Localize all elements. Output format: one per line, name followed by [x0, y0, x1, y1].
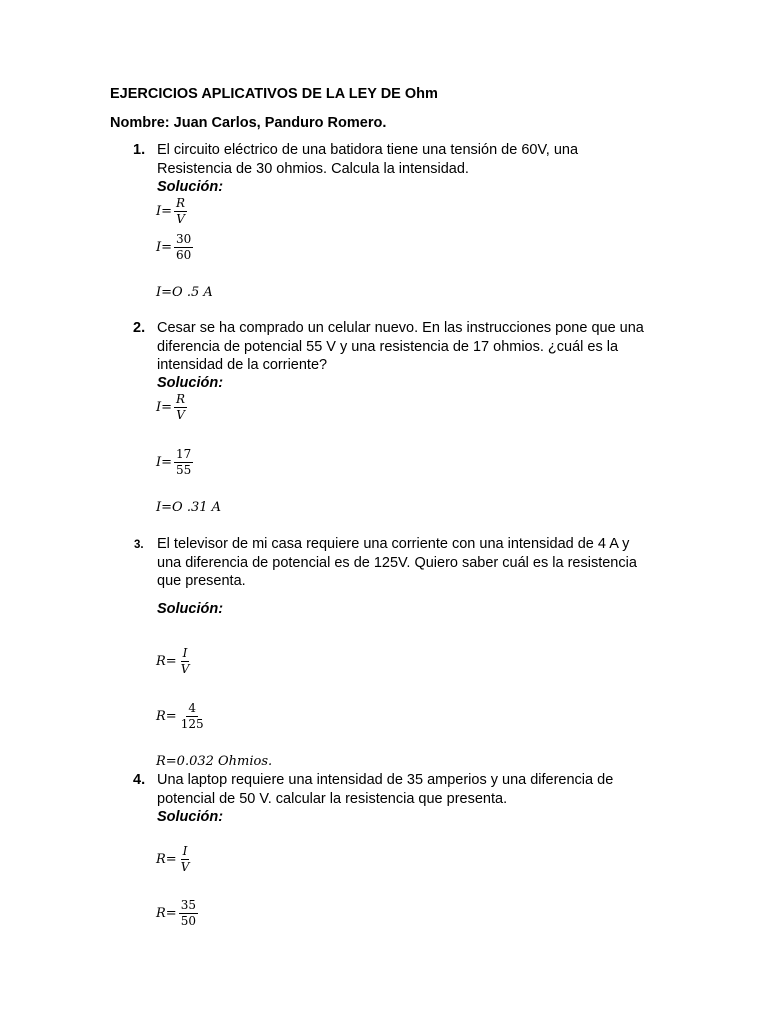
- formula-lhs: I: [156, 204, 162, 219]
- substitution-lhs: I: [156, 240, 162, 255]
- fraction: [174, 392, 187, 423]
- fraction: [174, 447, 193, 478]
- document-title: EJERCICIOS APLICATIVOS DE LA LEY DE Ohm: [110, 86, 438, 102]
- fraction-numerator: 35: [180, 898, 196, 912]
- exercise-number: 2.: [133, 320, 146, 336]
- exercise-number: 3.: [134, 539, 144, 551]
- fraction-numerator: 17: [176, 447, 192, 461]
- solution-label: Solución:: [157, 375, 224, 391]
- substitution: [156, 232, 193, 263]
- formula: [156, 646, 191, 677]
- equals-sign: =: [165, 852, 177, 867]
- fraction: [179, 898, 198, 929]
- result: [156, 754, 272, 769]
- equals-sign: =: [161, 204, 173, 219]
- fraction-numerator: 30: [176, 232, 192, 246]
- substitution: [156, 701, 206, 732]
- equals-sign: =: [165, 709, 177, 724]
- fraction-denominator: 55: [176, 463, 192, 477]
- formula-lhs: I: [156, 400, 162, 415]
- fraction-denominator: 50: [180, 914, 196, 928]
- result: [156, 285, 213, 300]
- exercise-statement: El televisor de mi casa requiere una corriente con una intensidad de 4 A y una diferencia de potencial es de 125V. Quiero saber cuál es la resistencia que presenta.: [157, 536, 637, 589]
- fraction-denominator: V: [180, 662, 190, 676]
- formula: [156, 196, 187, 227]
- equals-sign: =: [161, 240, 173, 255]
- exercise-statement: Una laptop requiere una intensidad de 35 amperios y una diferencia de potencial de 50 V. calcular la resistencia que presenta.: [157, 772, 614, 807]
- fraction: [174, 196, 187, 227]
- equals-sign: =: [165, 654, 177, 669]
- fraction-denominator: 60: [176, 248, 192, 262]
- result: [156, 500, 221, 515]
- substitution: [156, 447, 193, 478]
- equals-sign: =: [161, 455, 173, 470]
- substitution: [156, 898, 198, 929]
- result-text: I=O .31 A: [156, 500, 222, 515]
- fraction-denominator: V: [176, 212, 185, 226]
- fraction-denominator: V: [176, 408, 185, 422]
- exercise-number: 4.: [133, 772, 146, 788]
- equals-sign: =: [161, 400, 173, 415]
- fraction: [179, 646, 192, 677]
- exercise-number: 1.: [133, 142, 146, 158]
- substitution-lhs: R: [156, 906, 166, 921]
- fraction-numerator: R: [176, 392, 186, 406]
- solution-label: Solución:: [157, 601, 224, 617]
- fraction: [179, 844, 192, 875]
- formula-lhs: R: [156, 654, 166, 669]
- result-text: I=O .5 A: [156, 285, 213, 300]
- fraction-numerator: 4: [188, 701, 196, 715]
- formula-lhs: R: [156, 852, 166, 867]
- result-text: R=0.032 Ohmios.: [156, 754, 273, 769]
- substitution-lhs: R: [156, 709, 166, 724]
- solution-label: Solución:: [157, 179, 224, 195]
- fraction-numerator: I: [182, 844, 188, 858]
- fraction: [179, 701, 206, 732]
- fraction: [174, 232, 193, 263]
- equals-sign: =: [165, 906, 177, 921]
- fraction-denominator: 125: [180, 717, 204, 731]
- fraction-numerator: R: [176, 196, 186, 210]
- fraction-numerator: I: [182, 646, 188, 660]
- substitution-lhs: I: [156, 455, 162, 470]
- formula: [156, 844, 191, 875]
- exercise-statement: El circuito eléctrico de una batidora tiene una tensión de 60V, una Resistencia de 30 ohmios. Calcula la intensidad.: [157, 142, 579, 177]
- solution-label: Solución:: [157, 809, 224, 825]
- fraction-denominator: V: [180, 860, 190, 874]
- student-name: Nombre: Juan Carlos, Panduro Romero.: [110, 115, 387, 131]
- formula: [156, 392, 187, 423]
- exercise-statement: Cesar se ha comprado un celular nuevo. En las instrucciones pone que una diferencia de potencial 55 V y una resistencia de 17 ohmios. ¿cuál es la intensidad de la corriente?: [157, 320, 644, 373]
